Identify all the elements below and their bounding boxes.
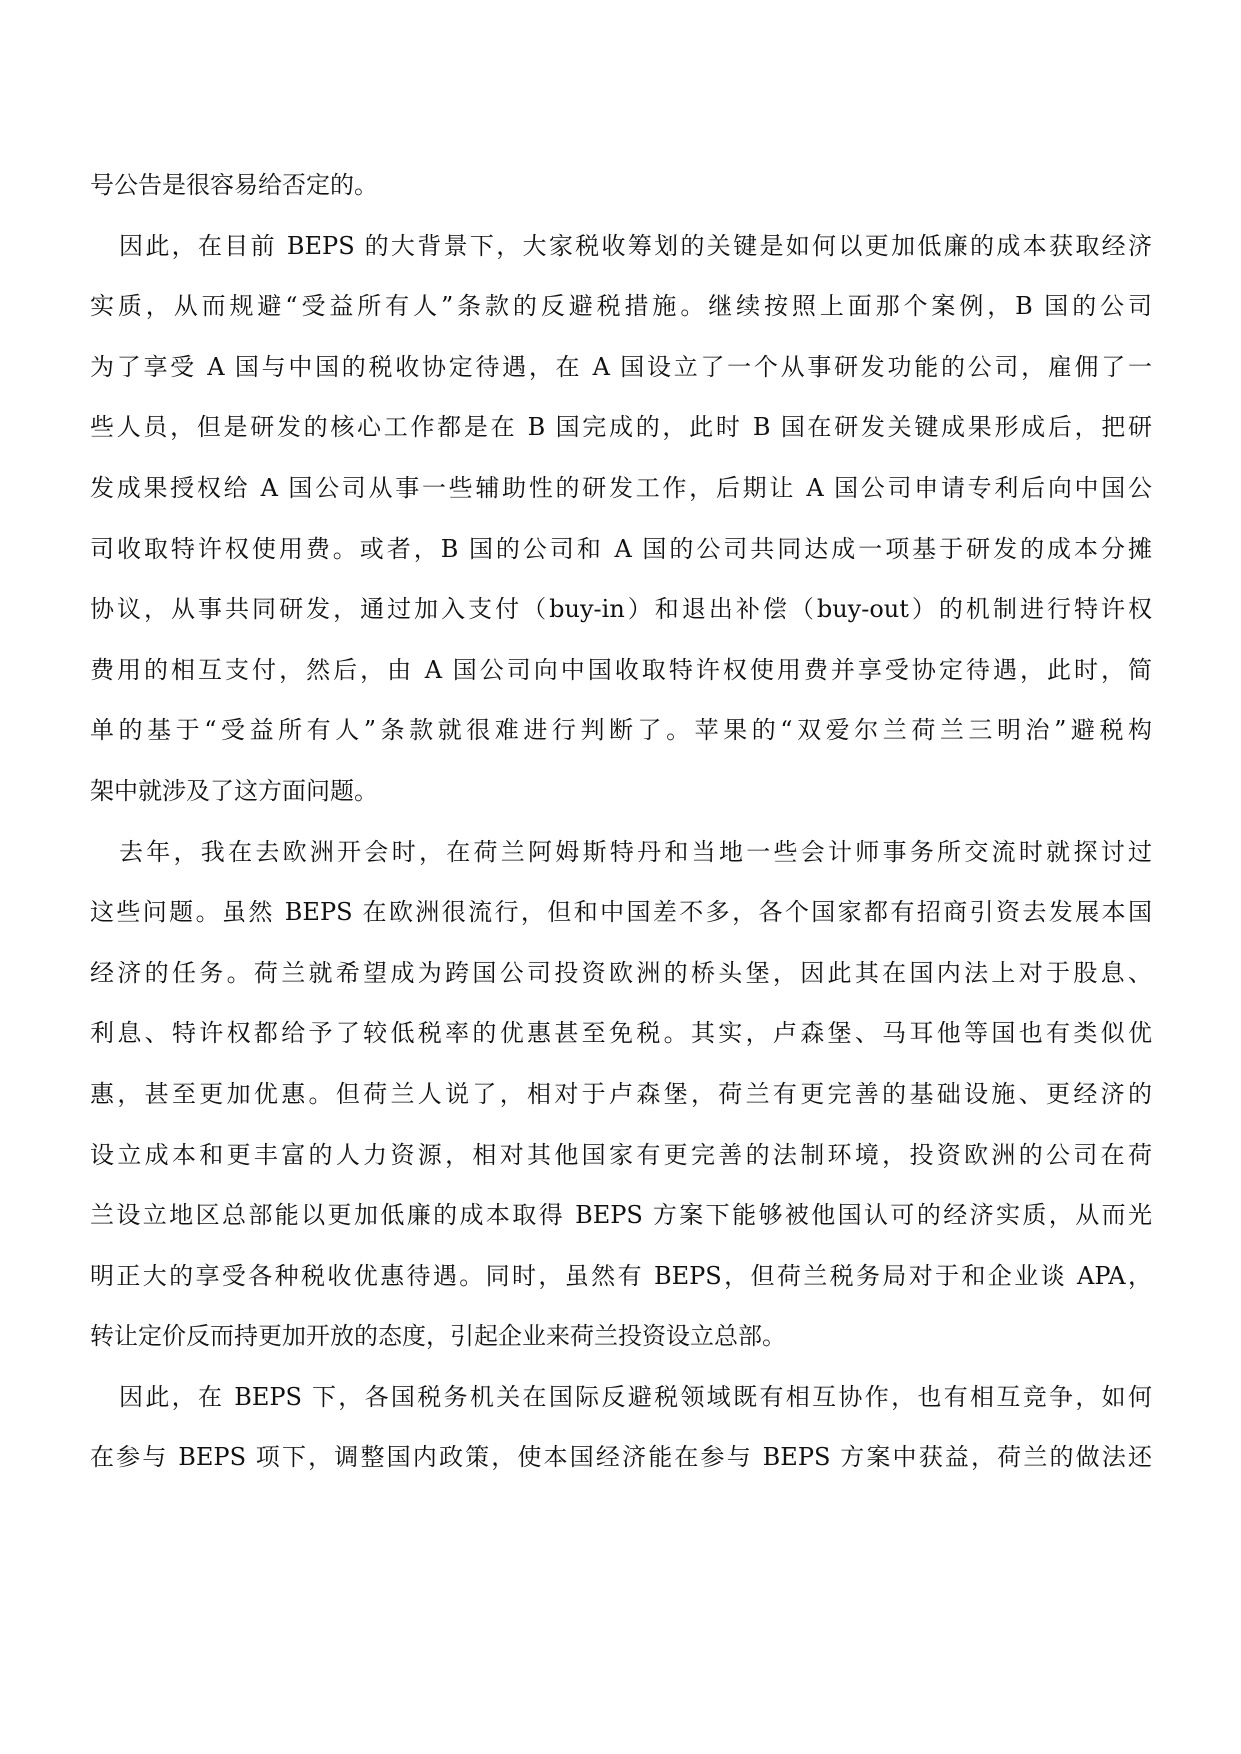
- text-line: 转让定价反而持更加开放的态度，引起企业来荷兰投资设立总部。: [90, 1322, 786, 1351]
- text-line: 利息、特许权都给予了较低税率的优惠甚至免税。其实，卢森堡、马耳他等国也有类似优: [90, 1019, 1152, 1048]
- text-line: 这些问题。虽然 BEPS 在欧洲很流行，但和中国差不多，各个国家都有招商引资去发展本国: [90, 898, 1152, 927]
- text-line: 单的基于“受益所有人”条款就很难进行判断了。苹果的“双爱尔兰荷兰三明治”避税构: [90, 716, 1152, 745]
- text-line: 设立成本和更丰富的人力资源，相对其他国家有更完善的法制环境，投资欧洲的公司在荷: [90, 1140, 1152, 1169]
- text-line: 经济的任务。荷兰就希望成为跨国公司投资欧洲的桥头堡，因此其在国内法上对于股息、: [90, 958, 1152, 987]
- text-line: 些人员，但是研发的核心工作都是在 B 国完成的，此时 B 国在研发关键成果形成后，把研: [90, 413, 1152, 442]
- text-line: 费用的相互支付，然后，由 A 国公司向中国收取特许权使用费并享受协定待遇，此时，简: [90, 655, 1152, 684]
- text-line: 司收取特许权使用费。或者，B 国的公司和 A 国的公司共同达成一项基于研发的成本分摊: [90, 534, 1152, 563]
- text-line: 号公告是很容易给否定的。: [90, 171, 378, 199]
- text-line: 在参与 BEPS 项下，调整国内政策，使本国经济能在参与 BEPS 方案中获益，荷兰的做法还: [90, 1443, 1152, 1472]
- text-line: 为了享受 A 国与中国的税收协定待遇，在 A 国设立了一个从事研发功能的公司，雇佣了一: [90, 352, 1152, 381]
- text-line: 惠，甚至更加优惠。但荷兰人说了，相对于卢森堡，荷兰有更完善的基础设施、更经济的: [90, 1079, 1152, 1108]
- text-line: 兰设立地区总部能以更加低廉的成本取得 BEPS 方案下能够被他国认可的经济实质，从而光: [90, 1201, 1152, 1230]
- text-line: 实质，从而规避“受益所有人”条款的反避税措施。继续按照上面那个案例，B 国的公司: [90, 292, 1152, 321]
- paragraph-first-line: 去年，我在去欧洲开会时，在荷兰阿姆斯特丹和当地一些会计师事务所交流时就探讨过: [119, 837, 1152, 866]
- body-text: [90, 155, 1152, 1488]
- text-line: 明正大的享受各种税收优惠待遇。同时，虽然有 BEPS，但荷兰税务局对于和企业谈 APA，: [90, 1261, 1152, 1290]
- paragraph-first-line: 因此，在目前 BEPS 的大背景下，大家税收筹划的关键是如何以更加低廉的成本获取经济: [119, 231, 1152, 260]
- text-line: 协议，从事共同研发，通过加入支付（buy-in）和退出补偿（buy-out）的机制进行特许权: [90, 595, 1152, 624]
- text-line: 架中就涉及了这方面问题。: [90, 776, 378, 805]
- text-line: 发成果授权给 A 国公司从事一些辅助性的研发工作，后期让 A 国公司申请专利后向中国公: [90, 473, 1152, 502]
- paragraph-first-line: 因此，在 BEPS 下，各国税务机关在国际反避税领域既有相互协作，也有相互竞争，如何: [119, 1382, 1152, 1411]
